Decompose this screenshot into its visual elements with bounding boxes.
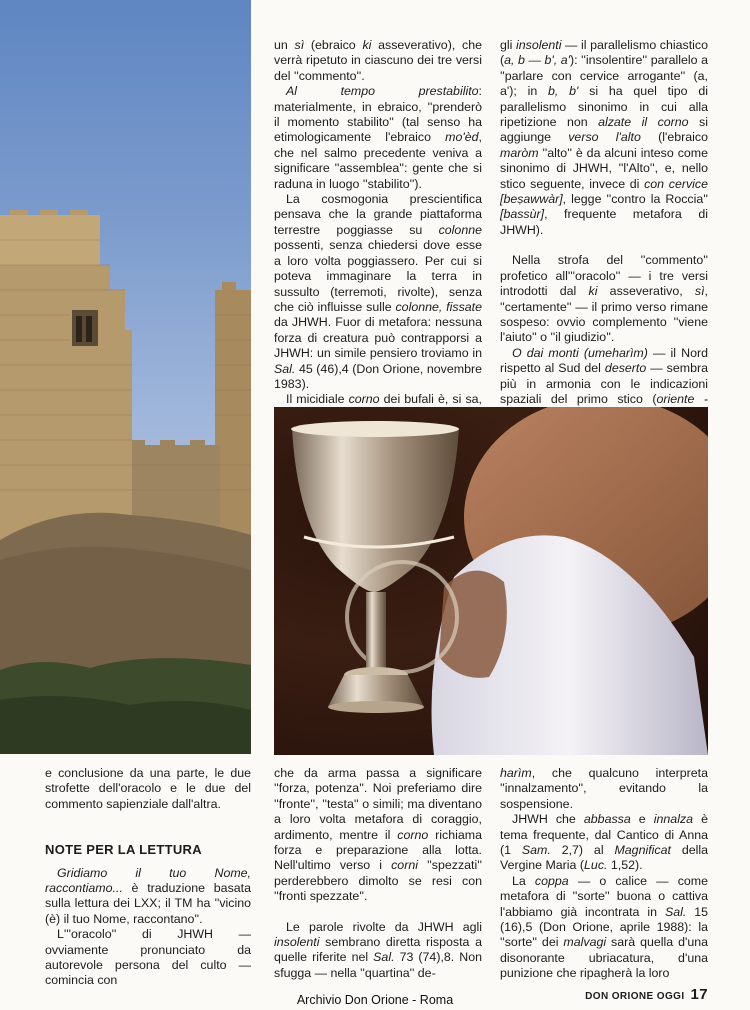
paragraph: Nella strofa del ''commento'' profetico all'''oracolo'' — i tre versi introdotti dal ki asseverativo, sì, ''certamente'' — il primo verso rimane sospeso: ovvio complemento ''viene l'aiuto'' o ''il giudizio''. — [500, 253, 708, 345]
castle-photo — [0, 0, 251, 754]
paragraph: Le parole rivolte da JHWH agli insolenti sembrano diretta risposta a quelle riferite nel Sal. 73 (74),8. Non sfugga — nella ''quartina'' de- — [274, 919, 482, 980]
paragraph: JHWH che abbassa e innalza è tema frequente, dal Cantico di Anna (1 Sam. 2,7) al Magnificat della Vergine Maria (Luc. 1,52). — [500, 812, 709, 873]
column-2-lower-text — [274, 766, 482, 981]
paragraph: Il micidiale corno dei bufali è, si sa, — [286, 392, 482, 407]
archive-credit: Archivio Don Orione - Roma — [296, 993, 454, 1007]
chalice-photo — [274, 407, 708, 755]
magazine-name: DON ORIONE OGGI — [585, 991, 685, 1002]
paragraph: Al tempo prestabilito: materialmente, in ebraico, ''prenderò il momento stabilito'' (tal senso ha etimologicamente l'ebraico mo'èd, che nel salmo precedente veniva a significare ''assemblea'': gente che si raduna in luogo ''stabilito''). — [274, 84, 482, 191]
castle-illustration — [0, 0, 251, 754]
paragraph: gli insolenti — il parallelismo chiastico (a, b — b', a'): ''insolentire'' parallelo a ''parlare con cervice arrogante'' (a, a'); in b, b' si ha quel tipo di parallelismo sinonimo in cui alla ripetizione non alzate il corno si aggiunge verso l'alto (l'ebraico maròm ''alto'' è da alcuni inteso come sinonimo di JHWH, ''l'Alto'', e, nello stico seguente, invece di con cervice [beṣawwàr], legge ''contro la Roccia'' [bassùr], frequente metafora di JHWH). — [500, 38, 709, 237]
column-3-lower-text — [500, 766, 708, 982]
paragraph: e conclusione da una parte, le due strofette dell'oracolo e le due del commento sapienziale dall'altra. — [45, 766, 251, 811]
paragraph: La coppa — o calice — come metafora di ''sorte'' buona o cattiva l'abbiamo già incontrata in Sal. 15 (16),5 (Don Orione, aprile 1988): la ''sorte'' dei malvagi sarà quella d'una disonorante ubriacatura, d'una punizione che ripagherà la loro — [500, 873, 708, 981]
page-number: 17 — [690, 986, 708, 1003]
section-heading: NOTE PER LA LETTURA — [45, 842, 202, 858]
paragraph: La cosmogonia prescientifica pensava che la grande piattaforma terrestre poggiasse su colonne possenti, senza chiedersi dove esse a loro volta poggiassero. Per cui si poteva immaginare la terra in sussulto (terremoti, rivolte), senza che ciò influisse sulle colonne, fissate da JHWH. Fuor di metafora: nessuna forza di creatura può contrapporsi a JHWH: un simile pensiero troviamo in Sal. 45 (46),4 (Don Orione, novembre 1983). — [274, 192, 482, 391]
chalice-illustration — [274, 407, 708, 755]
paragraph: O dai monti (umeharìm) — il Nord rispetto al Sud del deserto — sembra più in armonia con le indicazioni spaziali del primo stico (oriente - — [500, 345, 708, 406]
column-1-lower-text — [45, 766, 251, 989]
paragraph: L'''oracolo'' di JHWH — ovviamente pronunciato da autorevole persona del culto — comincia con — [45, 927, 251, 988]
paragraph: harìm, che qualcuno interpreta ''innalzamento'', evitando la sospensione. — [500, 766, 708, 811]
column-2-upper-text — [274, 38, 482, 423]
column-3-upper-text — [500, 38, 708, 423]
paragraph: un sì (ebraico ki asseverativo), che verrà ripetuto in ciascuno dei tre versi del ''commento''. — [274, 38, 482, 83]
paragraph: che da arma passa a significare ''forza, potenza''. Noi preferiamo dire ''fronte'', ''testa'' o simili; ma diventano a loro volta metafora di coraggio, ardimento, mentre il corno richiama forza e preparazione alla lotta. Nell'ultimo verso i corni ''spezzati'' perderebbero dimolto se resi con ''fronti spezzate''. — [274, 766, 482, 904]
paragraph: Gridiamo il tuo Nome, raccontiamo... è traduzione basata sulla lettura dei LXX; il TM ha ''vicino (è) il tuo Nome, raccontano''. — [45, 865, 251, 926]
